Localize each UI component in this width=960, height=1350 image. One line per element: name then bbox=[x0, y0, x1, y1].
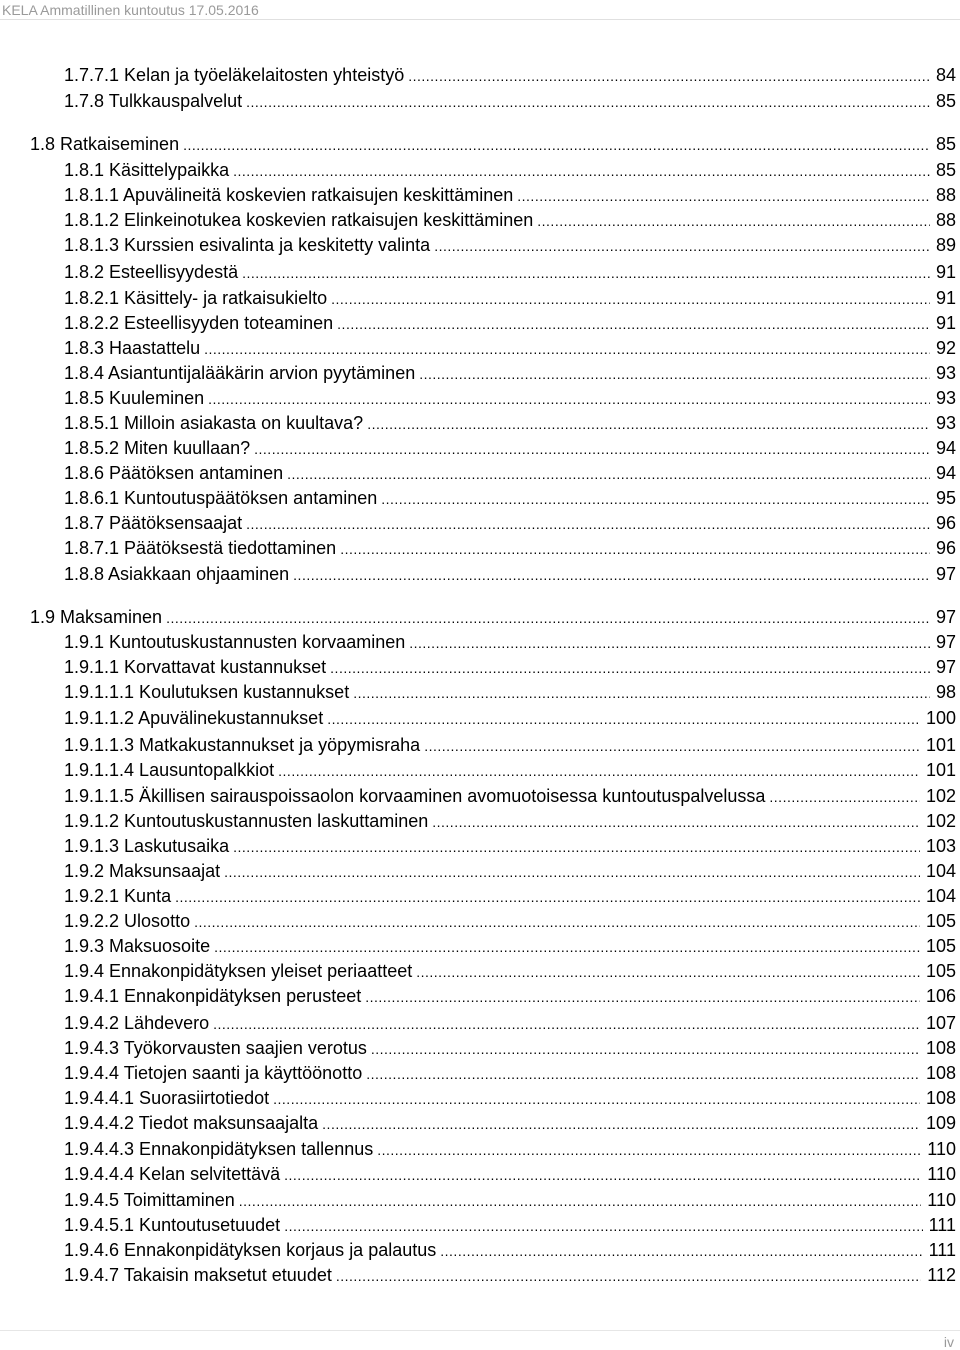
toc-entry[interactable] bbox=[64, 655, 956, 679]
toc-leader-dots bbox=[287, 462, 930, 486]
toc-leader-dots bbox=[233, 159, 930, 183]
toc-entry-title: 1.9.1.3 Laskutusaika bbox=[64, 836, 230, 856]
toc-entry[interactable] bbox=[64, 733, 956, 757]
toc-entry[interactable] bbox=[64, 260, 956, 284]
toc-entry-page: 104 bbox=[925, 861, 956, 881]
toc-leader-dots bbox=[419, 362, 930, 386]
toc-entry-page: 94 bbox=[935, 463, 956, 483]
toc-entry[interactable] bbox=[64, 1263, 956, 1287]
toc-leader-dots bbox=[284, 1214, 922, 1238]
toc-entry[interactable] bbox=[64, 630, 956, 654]
toc-entry[interactable] bbox=[30, 132, 956, 156]
toc-entry[interactable] bbox=[64, 286, 956, 310]
toc-entry[interactable] bbox=[64, 183, 956, 207]
toc-leader-dots bbox=[366, 1062, 920, 1086]
toc-entry[interactable] bbox=[64, 1213, 956, 1237]
toc-entry-title: 1.9.4.5 Toimittaminen bbox=[64, 1190, 235, 1210]
toc-entry-title: 1.9.4.4 Tietojen saanti ja käyttöönotto bbox=[64, 1063, 363, 1083]
toc-entry-page: 112 bbox=[927, 1265, 956, 1285]
toc-entry-title: 1.8.3 Haastattelu bbox=[64, 338, 201, 358]
toc-entry-page: 85 bbox=[935, 91, 956, 111]
toc-entry-title: 1.8.1.3 Kurssien esivalinta ja keskitetty valinta bbox=[64, 235, 431, 255]
toc-entry-page: 89 bbox=[935, 235, 956, 255]
toc-entry-page: 111 bbox=[928, 1215, 956, 1235]
toc-entry-page: 98 bbox=[935, 682, 956, 702]
toc-entry[interactable] bbox=[64, 934, 956, 958]
toc-entry-page: 93 bbox=[935, 413, 956, 433]
toc-entry-title: 1.8.5.2 Miten kuullaan? bbox=[64, 438, 251, 458]
toc-leader-dots bbox=[233, 835, 920, 859]
toc-entry-title: 1.9.4.5.1 Kuntoutusetuudet bbox=[64, 1215, 281, 1235]
toc-entry-page: 107 bbox=[925, 1013, 956, 1033]
toc-entry[interactable] bbox=[64, 859, 956, 883]
toc-entry[interactable] bbox=[64, 361, 956, 385]
toc-leader-dots bbox=[434, 234, 930, 258]
toc-leader-dots bbox=[408, 64, 930, 88]
toc-entry-title: 1.9.4.3 Työkorvausten saajien verotus bbox=[64, 1038, 367, 1058]
toc-leader-dots bbox=[331, 287, 930, 311]
toc-entry[interactable] bbox=[64, 336, 956, 360]
toc-entry-page: 102 bbox=[925, 786, 956, 806]
toc-entry[interactable] bbox=[64, 562, 956, 586]
toc-entry[interactable] bbox=[64, 233, 956, 257]
toc-entry-title: 1.8.6 Päätöksen antaminen bbox=[64, 463, 284, 483]
toc-entry[interactable] bbox=[64, 1011, 956, 1035]
toc-entry-page: 97 bbox=[935, 607, 956, 627]
toc-entry[interactable] bbox=[64, 959, 956, 983]
toc-leader-dots bbox=[381, 487, 930, 511]
toc-entry-title: 1.8.2.2 Esteellisyyden toteaminen bbox=[64, 313, 334, 333]
toc-entry-page: 108 bbox=[925, 1063, 956, 1083]
toc-entry-title: 1.9 Maksaminen bbox=[30, 607, 163, 627]
toc-entry-page: 84 bbox=[935, 65, 956, 85]
toc-leader-dots bbox=[367, 412, 930, 436]
toc-entry-page: 105 bbox=[925, 936, 956, 956]
toc-entry-title: 1.9.4.4.4 Kelan selvitettävä bbox=[64, 1164, 281, 1184]
toc-entry-page: 110 bbox=[927, 1139, 956, 1159]
toc-entry-title: 1.8.2.1 Käsittely- ja ratkaisukielto bbox=[64, 288, 328, 308]
toc-entry[interactable] bbox=[64, 386, 956, 410]
toc-entry-page: 111 bbox=[928, 1240, 956, 1260]
toc-entry-page: 91 bbox=[935, 288, 956, 308]
toc-entry-page: 91 bbox=[935, 313, 956, 333]
toc-entry-title: 1.8.1 Käsittelypaikka bbox=[64, 160, 230, 180]
toc-entry[interactable] bbox=[64, 89, 956, 113]
toc-entry[interactable] bbox=[64, 1036, 956, 1060]
toc-leader-dots bbox=[371, 1037, 920, 1061]
toc-entry-title: 1.9.1 Kuntoutuskustannusten korvaaminen bbox=[64, 632, 406, 652]
toc-entry-page: 108 bbox=[925, 1038, 956, 1058]
toc-entry-title: 1.8.2 Esteellisyydestä bbox=[64, 262, 239, 282]
toc-entry[interactable] bbox=[64, 706, 956, 730]
toc-entry-page: 101 bbox=[925, 735, 956, 755]
toc-leader-dots bbox=[409, 631, 930, 655]
toc-entry-page: 110 bbox=[927, 1190, 956, 1210]
toc-leader-dots bbox=[424, 734, 920, 758]
toc-entry-title: 1.8.1.1 Apuvälineitä koskevien ratkaisujen keskittäminen bbox=[64, 185, 514, 205]
toc-entry[interactable] bbox=[64, 758, 956, 782]
toc-leader-dots bbox=[322, 1112, 920, 1136]
toc-entry-page: 85 bbox=[935, 160, 956, 180]
toc-leader-dots bbox=[769, 785, 920, 809]
toc-entry-title: 1.9.2.1 Kunta bbox=[64, 886, 172, 906]
toc-leader-dots bbox=[175, 885, 920, 909]
toc-entry-page: 97 bbox=[935, 564, 956, 584]
toc-leader-dots bbox=[293, 563, 930, 587]
toc-entry-title: 1.9.1.2 Kuntoutuskustannusten laskuttaminen bbox=[64, 811, 429, 831]
toc-entry[interactable] bbox=[64, 411, 956, 435]
toc-entry-page: 94 bbox=[935, 438, 956, 458]
toc-leader-dots bbox=[416, 960, 920, 984]
toc-entry[interactable] bbox=[30, 605, 956, 629]
toc-leader-dots bbox=[204, 337, 930, 361]
toc-entry-title: 1.9.4.4.2 Tiedot maksunsaajalta bbox=[64, 1113, 319, 1133]
toc-leader-dots bbox=[517, 184, 930, 208]
toc-entry-title: 1.9.4 Ennakonpidätyksen yleiset periaatteet bbox=[64, 961, 413, 981]
toc-leader-dots bbox=[327, 707, 920, 731]
toc-entry-page: 93 bbox=[935, 363, 956, 383]
toc-entry[interactable] bbox=[64, 1061, 956, 1085]
toc-entry[interactable] bbox=[64, 461, 956, 485]
toc-entry-title: 1.8.6.1 Kuntoutuspäätöksen antaminen bbox=[64, 488, 378, 508]
toc-entry[interactable] bbox=[64, 1188, 956, 1212]
toc-entry-title: 1.9.4.7 Takaisin maksetut etuudet bbox=[64, 1265, 332, 1285]
toc-leader-dots bbox=[440, 1239, 922, 1263]
toc-entry[interactable] bbox=[64, 834, 956, 858]
toc-entry-title: 1.9.4.4.1 Suorasiirtotiedot bbox=[64, 1088, 270, 1108]
toc-entry-page: 95 bbox=[935, 488, 956, 508]
toc-leader-dots bbox=[337, 312, 930, 336]
toc-leader-dots bbox=[336, 1264, 921, 1288]
toc-entry[interactable] bbox=[64, 784, 956, 808]
toc-entry-title: 1.9.1.1.5 Äkillisen sairauspoissaolon korvaaminen avomuotoisessa kuntoutuspalvelussa bbox=[64, 786, 766, 806]
toc-entry[interactable] bbox=[64, 1162, 956, 1186]
toc-entry-title: 1.9.1.1 Korvattavat kustannukset bbox=[64, 657, 327, 677]
toc-leader-dots bbox=[377, 1138, 921, 1162]
toc-entry-title: 1.8.7 Päätöksensaajat bbox=[64, 513, 243, 533]
toc-leader-dots bbox=[208, 387, 930, 411]
toc-entry-page: 103 bbox=[925, 836, 956, 856]
toc-entry[interactable] bbox=[64, 436, 956, 460]
toc-leader-dots bbox=[273, 1087, 920, 1111]
toc-leader-dots bbox=[239, 1189, 922, 1213]
toc-entry-page: 85 bbox=[935, 134, 956, 154]
toc-leader-dots bbox=[213, 1012, 920, 1036]
toc-leader-dots bbox=[340, 537, 930, 561]
toc-entry[interactable] bbox=[64, 1086, 956, 1110]
toc-entry-page: 105 bbox=[925, 911, 956, 931]
toc-entry[interactable] bbox=[64, 1137, 956, 1161]
toc-entry-page: 96 bbox=[935, 513, 956, 533]
toc-entry-title: 1.8.8 Asiakkaan ohjaaminen bbox=[64, 564, 290, 584]
toc-entry[interactable] bbox=[64, 1111, 956, 1135]
toc-entry-title: 1.8.1.2 Elinkeinotukea koskevien ratkaisujen keskittäminen bbox=[64, 210, 534, 230]
toc-leader-dots bbox=[254, 437, 930, 461]
toc-entry[interactable] bbox=[64, 536, 956, 560]
toc-entry-title: 1.9.1.1.1 Koulutuksen kustannukset bbox=[64, 682, 350, 702]
toc-entry-page: 88 bbox=[935, 185, 956, 205]
toc-leader-dots bbox=[246, 512, 930, 536]
toc-entry[interactable] bbox=[64, 63, 956, 87]
toc-leader-dots bbox=[353, 681, 930, 705]
toc-leader-dots bbox=[242, 261, 930, 285]
toc-entry-page: 97 bbox=[935, 632, 956, 652]
footer-divider bbox=[0, 1330, 960, 1331]
toc-entry-title: 1.9.1.1.3 Matkakustannukset ja yöpymisraha bbox=[64, 735, 421, 755]
toc-entry-page: 105 bbox=[925, 961, 956, 981]
toc-entry-title: 1.7.8 Tulkkauspalvelut bbox=[64, 91, 243, 111]
toc-entry-page: 100 bbox=[925, 708, 956, 728]
toc-entry[interactable] bbox=[64, 208, 956, 232]
toc-leader-dots bbox=[537, 209, 930, 233]
toc-entry[interactable] bbox=[64, 158, 956, 182]
toc-entry-title: 1.8.4 Asiantuntijalääkärin arvion pyytäminen bbox=[64, 363, 416, 383]
toc-entry[interactable] bbox=[64, 680, 956, 704]
toc-entry-page: 91 bbox=[935, 262, 956, 282]
toc-entry-title: 1.9.4.4.3 Ennakonpidätyksen tallennus bbox=[64, 1139, 374, 1159]
toc-entry-page: 97 bbox=[935, 657, 956, 677]
toc-entry-page: 101 bbox=[925, 760, 956, 780]
toc-entry-title: 1.9.3 Maksuosoite bbox=[64, 936, 211, 956]
document-header: KELA Ammatillinen kuntoutus 17.05.2016 bbox=[2, 2, 259, 18]
toc-entry[interactable] bbox=[64, 809, 956, 833]
toc-entry-page: 93 bbox=[935, 388, 956, 408]
toc-entry-page: 104 bbox=[925, 886, 956, 906]
toc-entry-title: 1.9.2.2 Ulosotto bbox=[64, 911, 191, 931]
toc-entry-title: 1.9.4.6 Ennakonpidätyksen korjaus ja palautus bbox=[64, 1240, 437, 1260]
toc-entry-page: 106 bbox=[925, 986, 956, 1006]
toc-leader-dots bbox=[278, 759, 920, 783]
toc-entry-title: 1.9.4.1 Ennakonpidätyksen perusteet bbox=[64, 986, 362, 1006]
toc-entry[interactable] bbox=[64, 511, 956, 535]
toc-entry-page: 88 bbox=[935, 210, 956, 230]
toc-leader-dots bbox=[166, 606, 930, 630]
toc-entry-title: 1.7.7.1 Kelan ja työeläkelaitosten yhteistyö bbox=[64, 65, 405, 85]
toc-leader-dots bbox=[246, 90, 930, 114]
toc-entry-title: 1.8.7.1 Päätöksestä tiedottaminen bbox=[64, 538, 337, 558]
toc-entry[interactable] bbox=[64, 486, 956, 510]
toc-entry-page: 96 bbox=[935, 538, 956, 558]
toc-entry-title: 1.9.2 Maksunsaajat bbox=[64, 861, 221, 881]
toc-entry-title: 1.9.4.2 Lähdevero bbox=[64, 1013, 210, 1033]
toc-leader-dots bbox=[214, 935, 920, 959]
toc-leader-dots bbox=[432, 810, 920, 834]
toc-leader-dots bbox=[183, 133, 930, 157]
toc-entry-page: 108 bbox=[925, 1088, 956, 1108]
toc-entry[interactable] bbox=[64, 909, 956, 933]
toc-entry[interactable] bbox=[64, 884, 956, 908]
toc-entry-title: 1.8.5 Kuuleminen bbox=[64, 388, 205, 408]
toc-entry[interactable] bbox=[64, 311, 956, 335]
toc-entry-page: 92 bbox=[935, 338, 956, 358]
toc-entry-page: 109 bbox=[925, 1113, 956, 1133]
toc-leader-dots bbox=[224, 860, 920, 884]
toc-leader-dots bbox=[194, 910, 920, 934]
toc-leader-dots bbox=[330, 656, 930, 680]
toc-entry[interactable] bbox=[64, 984, 956, 1008]
toc-entry-title: 1.9.1.1.4 Lausuntopalkkiot bbox=[64, 760, 275, 780]
toc-leader-dots bbox=[284, 1163, 921, 1187]
toc-entry[interactable] bbox=[64, 1238, 956, 1262]
toc-entry-page: 102 bbox=[925, 811, 956, 831]
toc-leader-dots bbox=[365, 985, 920, 1009]
toc-entry-title: 1.8 Ratkaiseminen bbox=[30, 134, 180, 154]
page-number: iv bbox=[943, 1334, 954, 1350]
toc-entry-page: 110 bbox=[927, 1164, 956, 1184]
header-divider bbox=[0, 19, 960, 20]
toc-entry-title: 1.9.1.1.2 Apuvälinekustannukset bbox=[64, 708, 324, 728]
toc-entry-title: 1.8.5.1 Milloin asiakasta on kuultava? bbox=[64, 413, 364, 433]
